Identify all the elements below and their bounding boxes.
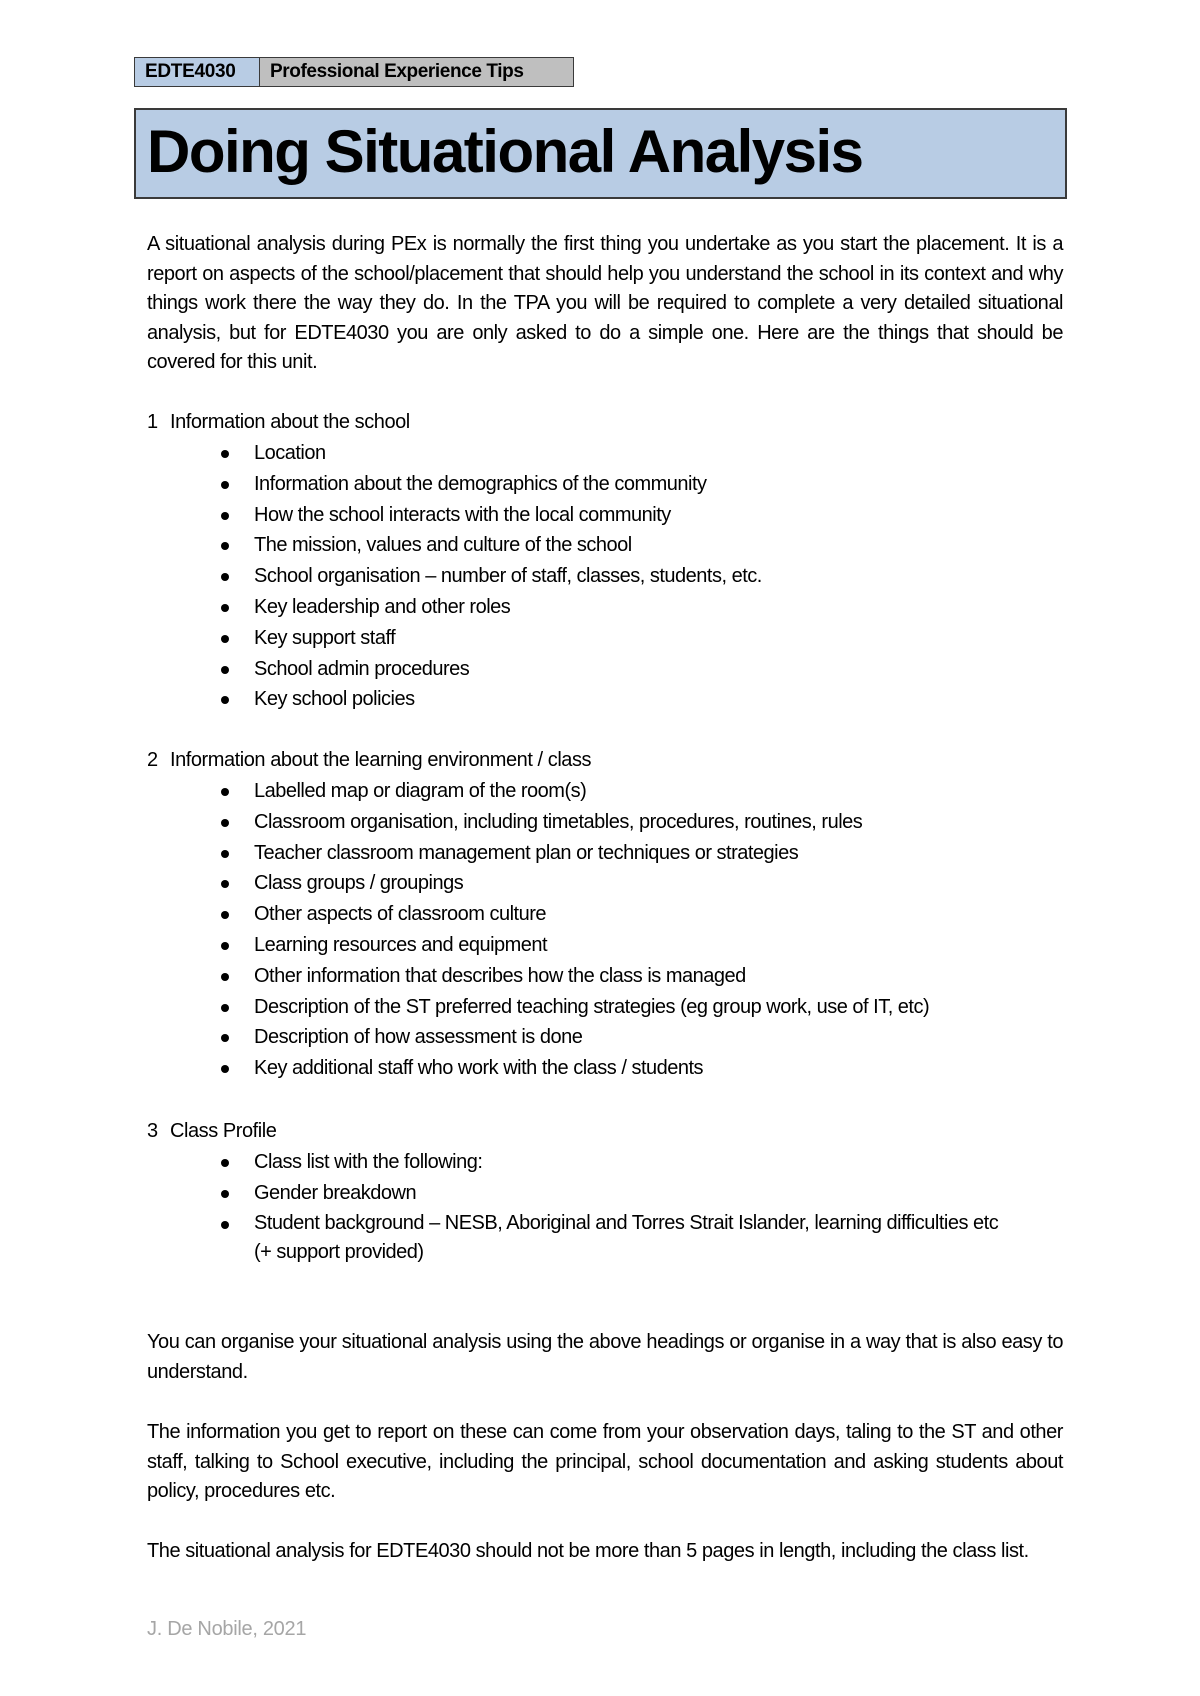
bullet-icon xyxy=(221,1034,229,1042)
list-item: How the school interacts with the local community xyxy=(147,500,1074,531)
course-code: EDTE4030 xyxy=(135,58,260,86)
title-box xyxy=(134,108,1067,199)
bullet-icon xyxy=(221,573,229,581)
closing-paragraph-3: The situational analysis for EDTE4030 should not be more than 5 pages in length, including the class list. xyxy=(147,1540,1029,1562)
bullet-icon xyxy=(221,1190,229,1198)
bullet-icon xyxy=(221,542,229,550)
bullet-icon xyxy=(221,788,229,796)
bullet-icon xyxy=(221,1221,229,1229)
list-item: Student background – NESB, Aboriginal and Torres Strait Islander, learning difficulties etc (+ support provided) xyxy=(147,1209,1014,1267)
bullet-icon xyxy=(221,850,229,858)
list-item: Classroom organisation, including timetables, procedures, routines, rules xyxy=(147,807,1074,838)
list-item: Key additional staff who work with the class / students xyxy=(147,1053,1074,1084)
section-number: 1 xyxy=(147,411,158,433)
bullet-icon xyxy=(221,942,229,950)
list-item: Labelled map or diagram of the room(s) xyxy=(147,776,1074,807)
bullet-icon xyxy=(221,880,229,888)
bullet-icon xyxy=(221,1004,229,1012)
section-2-list xyxy=(147,776,1074,1084)
bullet-icon xyxy=(221,696,229,704)
list-item: School admin procedures xyxy=(147,654,1074,685)
bullet-icon xyxy=(221,911,229,919)
section-number: 2 xyxy=(147,749,158,771)
section-heading-3 xyxy=(147,1116,276,1146)
bullet-icon xyxy=(221,1065,229,1073)
list-item: The mission, values and culture of the school xyxy=(147,530,1074,561)
section-title: Class Profile xyxy=(170,1120,277,1142)
page-title: Doing Situational Analysis xyxy=(147,118,863,185)
list-item: Other aspects of classroom culture xyxy=(147,899,1074,930)
bullet-icon xyxy=(221,481,229,489)
closing-paragraph-1: You can organise your situational analysis using the above headings or organise in a way that is also easy to understand. xyxy=(147,1331,1063,1383)
section-1-list xyxy=(147,438,1074,715)
bullet-icon xyxy=(221,512,229,520)
list-item: Other information that describes how the class is managed xyxy=(147,961,1074,992)
bullet-icon xyxy=(221,604,229,612)
section-title: Information about the school xyxy=(170,411,410,433)
header-tab xyxy=(134,57,574,87)
list-item: Information about the demographics of the community xyxy=(147,469,1074,500)
list-item: Learning resources and equipment xyxy=(147,930,1074,961)
list-item: Description of how assessment is done xyxy=(147,1022,1074,1053)
series-title: Professional Experience Tips xyxy=(260,58,573,86)
footer-author: J. De Nobile, 2021 xyxy=(147,1618,307,1640)
bullet-icon xyxy=(221,666,229,674)
list-item: Description of the ST preferred teaching strategies (eg group work, use of IT, etc) xyxy=(147,992,1074,1023)
bullet-icon xyxy=(221,450,229,458)
closing-paragraph-2: The information you get to report on these can come from your observation days, taling to the ST and other staff, talking to School executive, including the principal, school documentation and asking students about policy, procedures etc. xyxy=(147,1421,1063,1503)
bullet-icon xyxy=(221,973,229,981)
section-3-list xyxy=(147,1147,1074,1267)
section-number: 3 xyxy=(147,1120,158,1142)
list-item: Class list with the following: xyxy=(147,1147,1074,1178)
bullet-icon xyxy=(221,819,229,827)
section-heading-2 xyxy=(147,745,591,775)
list-item: Key leadership and other roles xyxy=(147,592,1074,623)
section-title: Information about the learning environment / class xyxy=(170,749,592,771)
intro-paragraph: A situational analysis during PEx is normally the first thing you undertake as you start the placement. It is a report on aspects of the school/placement that should help you understand the school in its context and why things work there the way they do. In the TPA you will be required to complete a very detailed situational analysis, but for EDTE4030 you are only asked to do a simple one. Here are the things that should be covered for this unit. xyxy=(147,233,1063,374)
section-heading-1 xyxy=(147,407,410,437)
list-item: Key support staff xyxy=(147,623,1074,654)
list-item: Location xyxy=(147,438,1074,469)
list-item: Class groups / groupings xyxy=(147,868,1074,899)
list-item: Key school policies xyxy=(147,684,1074,715)
bullet-icon xyxy=(221,635,229,643)
list-item: School organisation – number of staff, classes, students, etc. xyxy=(147,561,1074,592)
list-item: Gender breakdown xyxy=(147,1178,1074,1209)
bullet-icon xyxy=(221,1159,229,1167)
list-item: Teacher classroom management plan or techniques or strategies xyxy=(147,838,1074,869)
